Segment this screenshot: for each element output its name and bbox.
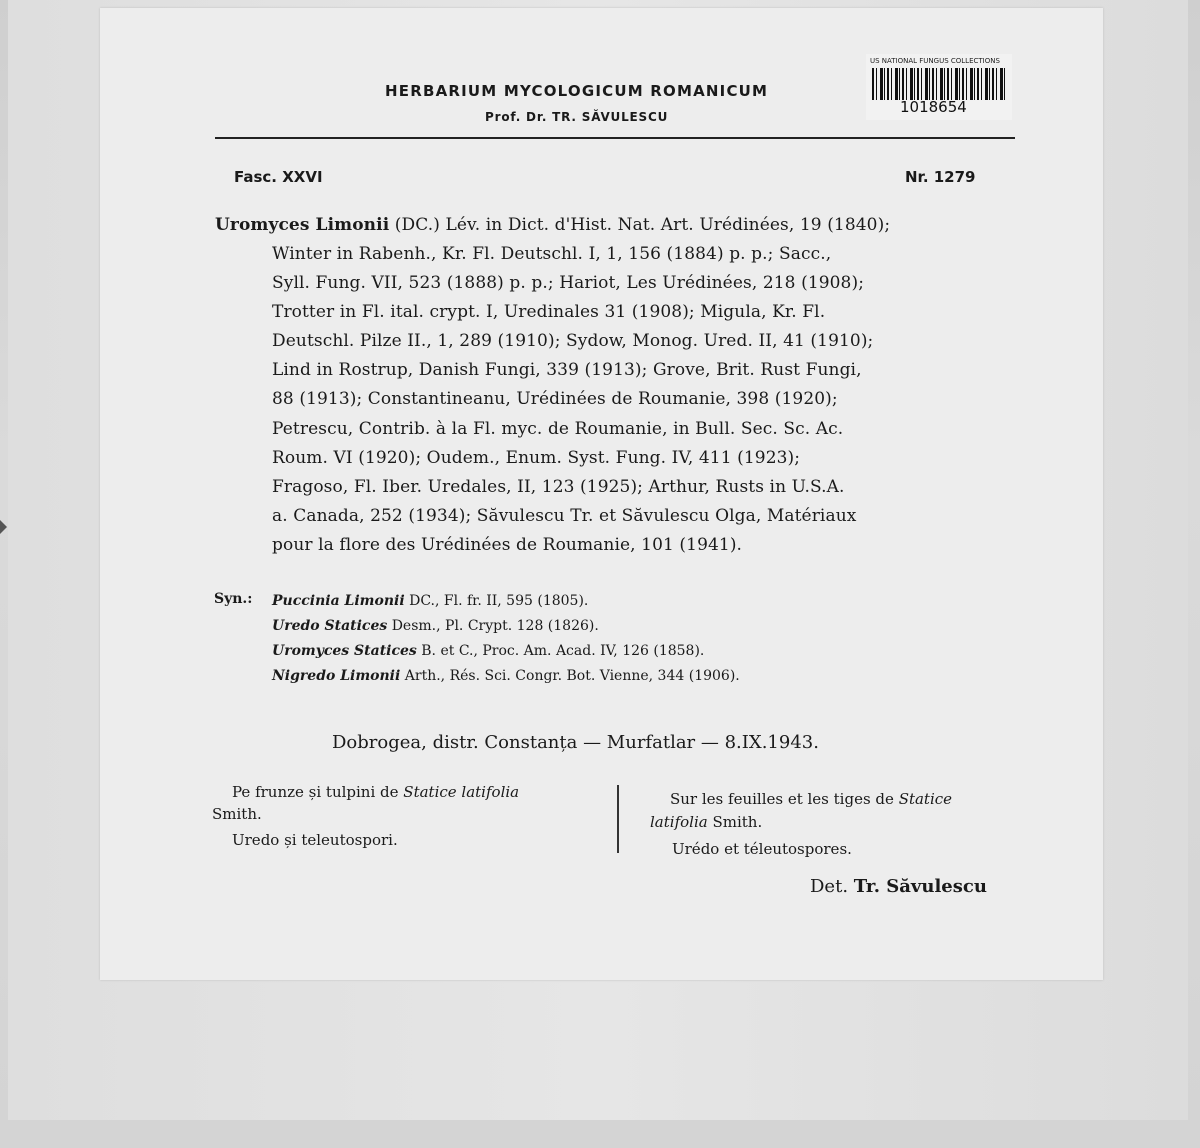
citation-line: pour la flore des Urédinées de Roumanie, 101 (1941). [272,535,743,555]
header-subtitle: Prof. Dr. TR. SĂVULESCU [485,110,669,124]
header-title: HERBARIUM MYCOLOGICUM ROMANICUM [385,82,769,100]
synonyms-label: Syn.: [214,591,253,607]
host-text: Pe frunze și tulpini de [232,783,399,801]
host-text: Smith. [712,813,763,831]
synonym-citation: B. et C., Proc. Am. Acad. IV, 126 (1858). [421,643,705,659]
host-species: Statice latifolia [403,783,520,801]
host-romanian-line2: Smith. [212,805,262,823]
citation-line: Roum. VI (1920); Oudem., Enum. Syst. Fung. IV, 411 (1923); [272,448,801,468]
citation-line: Petrescu, Contrib. à la Fl. myc. de Roumanie, in Bull. Sec. Sc. Ac. [272,419,844,439]
synonym-name: Puccinia Limonii [272,593,405,609]
citation-line: Trotter in Fl. ital. crypt. I, Uredinales 31 (1908); Migula, Kr. Fl. [272,302,826,322]
synonym-citation: Desm., Pl. Crypt. 128 (1826). [391,618,599,634]
citation-line: a. Canada, 252 (1934); Săvulescu Tr. et Săvulescu Olga, Matériaux [272,506,857,526]
citation-line: Deutschl. Pilze II., 1, 289 (1910); Sydow, Monog. Ured. II, 41 (1910); [272,331,874,351]
host-text: Sur les feuilles et les tiges de [670,790,894,808]
synonym-item [272,642,704,660]
barcode-label [866,54,1012,120]
citation-line: 88 (1913); Constantineanu, Urédinées de Roumanie, 398 (1920); [272,389,838,409]
column-divider [617,785,619,853]
barcode-caption: US NATIONAL FUNGUS COLLECTIONS [870,57,1000,65]
synonym-item [272,667,740,685]
host-french-line1 [670,790,952,808]
citation-line [215,215,890,235]
host-species: Statice [898,790,953,808]
host-romanian-line3: Uredo și teleutospori. [232,831,398,849]
collection-locality: Dobrogea, distr. Constanța — Murfatlar — 8.IX.1943. [332,732,819,753]
host-romanian-line1 [232,783,519,801]
exsiccata-number: Nr. 1279 [905,168,976,186]
citation-line: Lind in Rostrup, Danish Fungi, 339 (1913); Grove, Brit. Rust Fungi, [272,360,862,380]
synonym-name: Nigredo Limonii [272,668,401,684]
citation-line: Fragoso, Fl. Iber. Uredales, II, 123 (1925); Arthur, Rusts in U.S.A. [272,477,845,497]
synonym-citation: Arth., Rés. Sci. Congr. Bot. Vienne, 344 (1906). [404,668,740,684]
host-french-line2 [650,813,762,831]
synonym-item [272,617,599,635]
host-french-line3: Urédo et téleutospores. [672,840,852,858]
citation-line: Winter in Rabenh., Kr. Fl. Deutschl. I, 1, 156 (1884) p. p.; Sacc., [272,244,832,264]
host-species: latifolia [650,813,708,831]
determiner-name: Tr. Săvulescu [853,876,987,897]
synonym-citation: DC., Fl. fr. II, 595 (1805). [409,593,589,609]
determiner [810,876,987,897]
citation-line: Syll. Fung. VII, 523 (1888) p. p.; Hariot, Les Urédinées, 218 (1908); [272,273,865,293]
species-name: Uromyces Limonii [215,215,390,235]
synonym-name: Uromyces Statices [272,643,417,659]
determiner-prefix: Det. [810,876,849,897]
synonym-name: Uredo Statices [272,618,388,634]
synonym-item [272,592,588,610]
fascicle-number: Fasc. XXVI [234,168,323,186]
barcode-number: 1018654 [900,98,967,116]
barcode-icon [872,68,1006,100]
citation-text: (DC.) Lév. in Dict. d'Hist. Nat. Art. Urédinées, 19 (1840); [394,215,891,235]
header-rule [215,137,1015,139]
